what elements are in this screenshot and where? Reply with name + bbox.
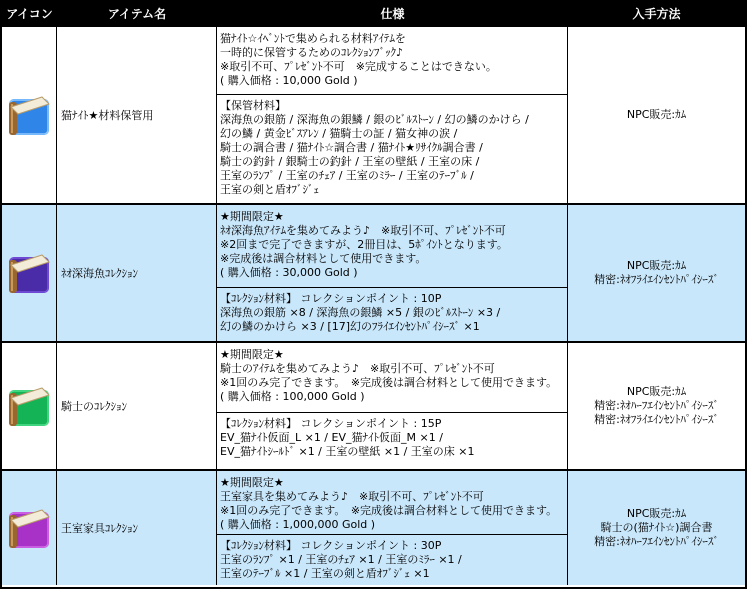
spec-materials-line: 【ｺﾚｸｼｮﾝ材料】 コレクションポイント : 15P — [220, 417, 442, 430]
header-icon-column: アイコン — [6, 7, 53, 21]
item-icon-cell — [2, 471, 57, 585]
spec-cell — [217, 471, 568, 585]
item-name: 騎士のｺﾚｸｼｮﾝ — [57, 343, 217, 469]
spec-description-line: ※1回のみ完了できます。 ※完成後は調合材料として使用できます。 — [220, 504, 558, 517]
spec-materials-line: 王室のﾃｰﾌﾞﾙ ×1 / 王室の剣と盾ｵﾌﾞｼﾞｪ ×1 — [220, 567, 430, 580]
spec-description-line: ( 購入価格 : 1,000,000 Gold ) — [220, 518, 376, 531]
spec-materials-line: 騎士の釣針 / 銀騎士の釣針 / 王室の壁紙 / 王室の床 / — [220, 155, 480, 168]
item-name: 王室家具ｺﾚｸｼｮﾝ — [57, 471, 217, 585]
spec-materials-line: 幻の鱗のかけら ×3 / [17]幻のﾌﾗｲｴｲﾝｾﾝﾄﾊﾟｲｼｰｽﾞ ×1 — [220, 320, 480, 333]
spec-materials — [217, 95, 567, 203]
item-name: 猫ﾅｲﾄ★材料保管用 — [57, 27, 217, 203]
spec-materials-line: 王室のﾗﾝﾌﾟ / 王室のﾁｪｱ / 王室のﾐﾗｰ / 王室のﾃｰﾌﾞﾙ / — [220, 169, 474, 182]
acquisition-line: NPC販売:ｶﾑ — [626, 507, 687, 520]
spec-materials — [217, 413, 567, 469]
spec-materials — [217, 288, 567, 341]
spec-materials-line: 【ｺﾚｸｼｮﾝ材料】 コレクションポイント : 30P — [220, 539, 442, 552]
spec-description-line: ※2回まで完了できますが、2冊目は、5ﾎﾟｲﾝﾄとなります。 — [220, 238, 508, 251]
acquisition-line: 精密:ﾈｵﾊｰﾌｴｲﾝｾﾝﾄﾊﾟｲｼｰｽﾞ — [594, 535, 719, 548]
spec-cell — [217, 205, 568, 341]
spec-materials-line: 騎士の調合書 / 猫ﾅｲﾄ☆調合書 / 猫ﾅｲﾄ★ﾘｻｲｸﾙ調合書 / — [220, 141, 483, 154]
cat-knight-storage-book-icon — [6, 92, 52, 138]
spec-description-line: 一時的に保管するためのｺﾚｸｼｮﾝﾌﾞｯｸ♪ — [220, 46, 404, 59]
table-row — [2, 469, 745, 585]
spec-materials-line: 深海魚の銀筋 / 深海魚の銀鱗 / 銀のﾋﾞﾙｽﾄｰﾝ / 幻の鱗のかけら / — [220, 113, 529, 126]
table-row — [2, 203, 745, 341]
item-name: ﾈｵ深海魚ｺﾚｸｼｮﾝ — [57, 205, 217, 341]
spec-description-line: ( 購入価格 : 100,000 Gold ) — [220, 390, 365, 403]
spec-materials-line: EV_猫ﾅｲﾄ仮面_L ×1 / EV_猫ﾅｲﾄ仮面_M ×1 / — [220, 431, 443, 444]
table-header-row — [2, 2, 745, 25]
header-acquisition-column: 入手方法 — [632, 7, 681, 21]
spec-description-line: ( 購入価格 : 30,000 Gold ) — [220, 266, 358, 279]
acquisition-line: NPC販売:ｶﾑ — [626, 108, 687, 121]
spec-materials-line: 王室のﾗﾝﾌﾟ ×1 / 王室のﾁｪｱ ×1 / 王室のﾐﾗｰ ×1 / — [220, 553, 462, 566]
spec-description-line: ﾈｵ深海魚ｱｲﾃﾑを集めてみよう♪ ※取引不可、ﾌﾟﾚｾﾞﾝﾄ不可 — [220, 224, 506, 237]
spec-description — [217, 205, 567, 288]
spec-materials — [217, 535, 567, 585]
acquisition-cell — [568, 205, 745, 341]
acquisition-line: NPC販売:ｶﾑ — [626, 259, 687, 272]
spec-description-line: 王室家具を集めてみよう♪ ※取引不可、ﾌﾟﾚｾﾞﾝﾄ不可 — [220, 490, 484, 503]
royal-furniture-book-icon — [6, 505, 52, 551]
spec-materials-line: EV_猫ﾅｲﾄｼｰﾙﾄﾞ ×1 / 王室の壁紙 ×1 / 王室の床 ×1 — [220, 445, 475, 458]
acquisition-line: 精密:ﾈｵﾊｰﾌｴｲﾝｾﾝﾄﾊﾟｲｼｰｽﾞ — [594, 399, 719, 412]
spec-description — [217, 27, 567, 95]
spec-description-line: ( 購入価格 : 10,000 Gold ) — [220, 74, 358, 87]
spec-description-line: ★期間限定★ — [220, 210, 284, 223]
spec-materials-line: 幻の鱗 / 黄金ﾋﾞｽｱﾚﾝ / 猫騎士の証 / 猫女神の涙 / — [220, 127, 458, 140]
acquisition-line: 精密:ﾈｵﾌﾗｲｴｲﾝｾﾝﾄﾊﾟｲｼｰｽﾞ — [594, 273, 719, 286]
spec-description — [217, 471, 567, 535]
item-icon-cell — [2, 205, 57, 341]
knight-collection-book-icon — [6, 383, 52, 429]
spec-materials-line: 【保管材料】 — [220, 99, 286, 112]
acquisition-line: 騎士の(猫ﾅｲﾄ☆)調合書 — [600, 521, 713, 534]
spec-description — [217, 343, 567, 413]
item-icon-cell — [2, 343, 57, 469]
table-row — [2, 341, 745, 469]
spec-cell — [217, 27, 568, 203]
spec-description-line: ※1回のみ完了できます。 ※完成後は調合材料として使用できます。 — [220, 376, 558, 389]
acquisition-cell — [568, 27, 745, 203]
spec-description-line: ★期間限定★ — [220, 476, 284, 489]
spec-materials-line: 深海魚の銀筋 ×8 / 深海魚の銀鱗 ×5 / 銀のﾋﾞﾙｽﾄｰﾝ ×3 / — [220, 306, 501, 319]
spec-description-line: ★期間限定★ — [220, 348, 284, 361]
table-row — [2, 25, 745, 203]
spec-materials-line: 王室の剣と盾ｵﾌﾞｼﾞｪ — [220, 183, 319, 196]
acquisition-line: 精密:ﾈｵﾌﾗｲｴｲﾝｾﾝﾄﾊﾟｲｼｰｽﾞ — [594, 413, 719, 426]
spec-materials-line: 【ｺﾚｸｼｮﾝ材料】 コレクションポイント : 10P — [220, 292, 442, 305]
spec-description-line: ※取引不可、ﾌﾟﾚｾﾞﾝﾄ不可 ※完成することはできない。 — [220, 60, 497, 73]
acquisition-line: NPC販売:ｶﾑ — [626, 385, 687, 398]
neo-deepsea-fish-book-icon — [6, 250, 52, 296]
item-icon-cell — [2, 27, 57, 203]
spec-description-line: 猫ﾅｲﾄ☆ｲﾍﾞﾝﾄで集められる材料ｱｲﾃﾑを — [220, 32, 406, 45]
acquisition-cell — [568, 471, 745, 585]
spec-cell — [217, 343, 568, 469]
spec-description-line: 騎士のｱｲﾃﾑを集めてみよう♪ ※取引不可、ﾌﾟﾚｾﾞﾝﾄ不可 — [220, 362, 495, 375]
header-item-name-column: アイテム名 — [107, 7, 167, 21]
spec-description-line: ※完成後は調合材料として使用できます。 — [220, 252, 427, 265]
table-body — [2, 25, 745, 585]
header-spec-column: 仕様 — [380, 7, 405, 21]
acquisition-cell — [568, 343, 745, 469]
